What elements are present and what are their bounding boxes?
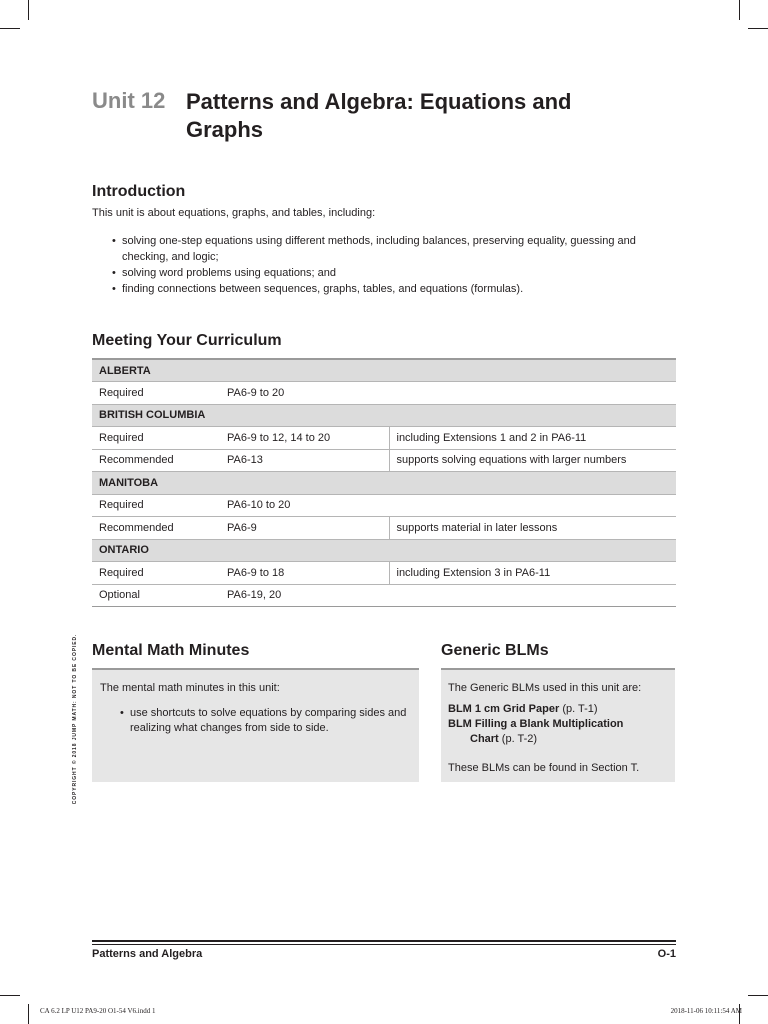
lesson-range: PA6-10 to 20 [220,494,676,517]
lesson-range: PA6-9 to 18 [220,562,389,585]
curriculum-heading: Meeting Your Curriculum [92,332,282,349]
copyright-notice: COPYRIGHT © 2018 JUMP MATH: NOT TO BE COPIED. [72,633,78,805]
province-name: BRITISH COLUMBIA [92,404,676,427]
requirement-type: Recommended [92,449,220,472]
generic-blms-footer: These BLMs can be found in Section T. [448,762,640,774]
crop-mark [748,28,768,29]
footer-section: Patterns and Algebra [92,948,203,960]
lesson-note: supports material in later lessons [389,517,676,540]
table-row [92,517,676,540]
generic-blms-intro: The Generic BLMs used in this unit are: [448,682,642,694]
footer-rule [92,940,676,942]
unit-number: Unit 12 [92,88,166,113]
table-row [92,562,676,585]
lesson-range: PA6-9 to 20 [220,382,676,405]
introduction-heading: Introduction [92,183,186,200]
footer-rule [92,944,676,945]
blm-page-ref: (p. T-2) [498,733,538,745]
mental-math-intro: The mental math minutes in this unit: [100,682,280,694]
table-row [92,427,676,450]
lesson-range: PA6-13 [220,449,389,472]
blm-page-ref: (p. T-1) [559,703,598,715]
province-row-british-columbia [92,404,676,427]
crop-mark [28,0,29,20]
province-row-manitoba [92,472,676,495]
crop-mark [739,0,740,20]
generic-blms-heading: Generic BLMs [441,642,549,659]
list-item: • use shortcuts to solve equations by comparing sides and realizing what changes from side to side. [120,706,411,736]
introduction-text: This unit is about equations, graphs, and tables, including: [92,207,376,219]
requirement-type: Required [92,382,220,405]
lesson-note: including Extensions 1 and 2 in PA6-11 [389,427,676,450]
mental-math-list [100,706,411,736]
province-name: ALBERTA [92,359,676,382]
mental-math-box [92,668,419,782]
requirement-type: Required [92,562,220,585]
table-row [92,494,676,517]
table-row [92,382,676,405]
curriculum-table [92,358,676,607]
blm-item [448,717,668,732]
lesson-range: PA6-9 to 12, 14 to 20 [220,427,389,450]
table-row [92,449,676,472]
table-row [92,584,676,607]
lesson-note: including Extension 3 in PA6-11 [389,562,676,585]
lesson-range: PA6-9 [220,517,389,540]
print-slug-timestamp: 2018-11-06 10:11:54 AM [670,1007,742,1015]
lesson-note: supports solving equations with larger numbers [389,449,676,472]
blm-title-continued: Chart [470,733,499,745]
blm-title: BLM 1 cm Grid Paper [448,703,560,715]
crop-mark [0,28,20,29]
province-name: MANITOBA [92,472,676,495]
list-item: • solving one-step equations using different methods, including balances, preserving equality, guessing and checking, and logic; [112,233,652,265]
province-name: ONTARIO [92,539,676,562]
introduction-list [112,233,652,297]
blm-item-continued [448,732,668,747]
province-row-ontario [92,539,676,562]
list-item: • finding connections between sequences, graphs, tables, and equations (formulas). [112,281,652,297]
generic-blms-box [441,668,675,782]
crop-mark [28,1004,29,1024]
requirement-type: Required [92,427,220,450]
blm-title: BLM Filling a Blank Multiplication [448,718,624,730]
crop-mark [0,995,20,996]
print-slug-file: CA 6.2 LP U12 PA9-20 O1-54 V6.indd 1 [40,1007,156,1015]
province-row-alberta [92,359,676,382]
lesson-range: PA6-19, 20 [220,584,676,607]
mental-math-heading: Mental Math Minutes [92,642,250,659]
requirement-type: Optional [92,584,220,607]
list-item: • solving word problems using equations; and [112,265,652,281]
requirement-type: Required [92,494,220,517]
page-number: O-1 [657,948,676,960]
blm-item [448,702,668,717]
crop-mark [748,995,768,996]
unit-title: Patterns and Algebra: Equations and Graphs [186,89,572,142]
requirement-type: Recommended [92,517,220,540]
